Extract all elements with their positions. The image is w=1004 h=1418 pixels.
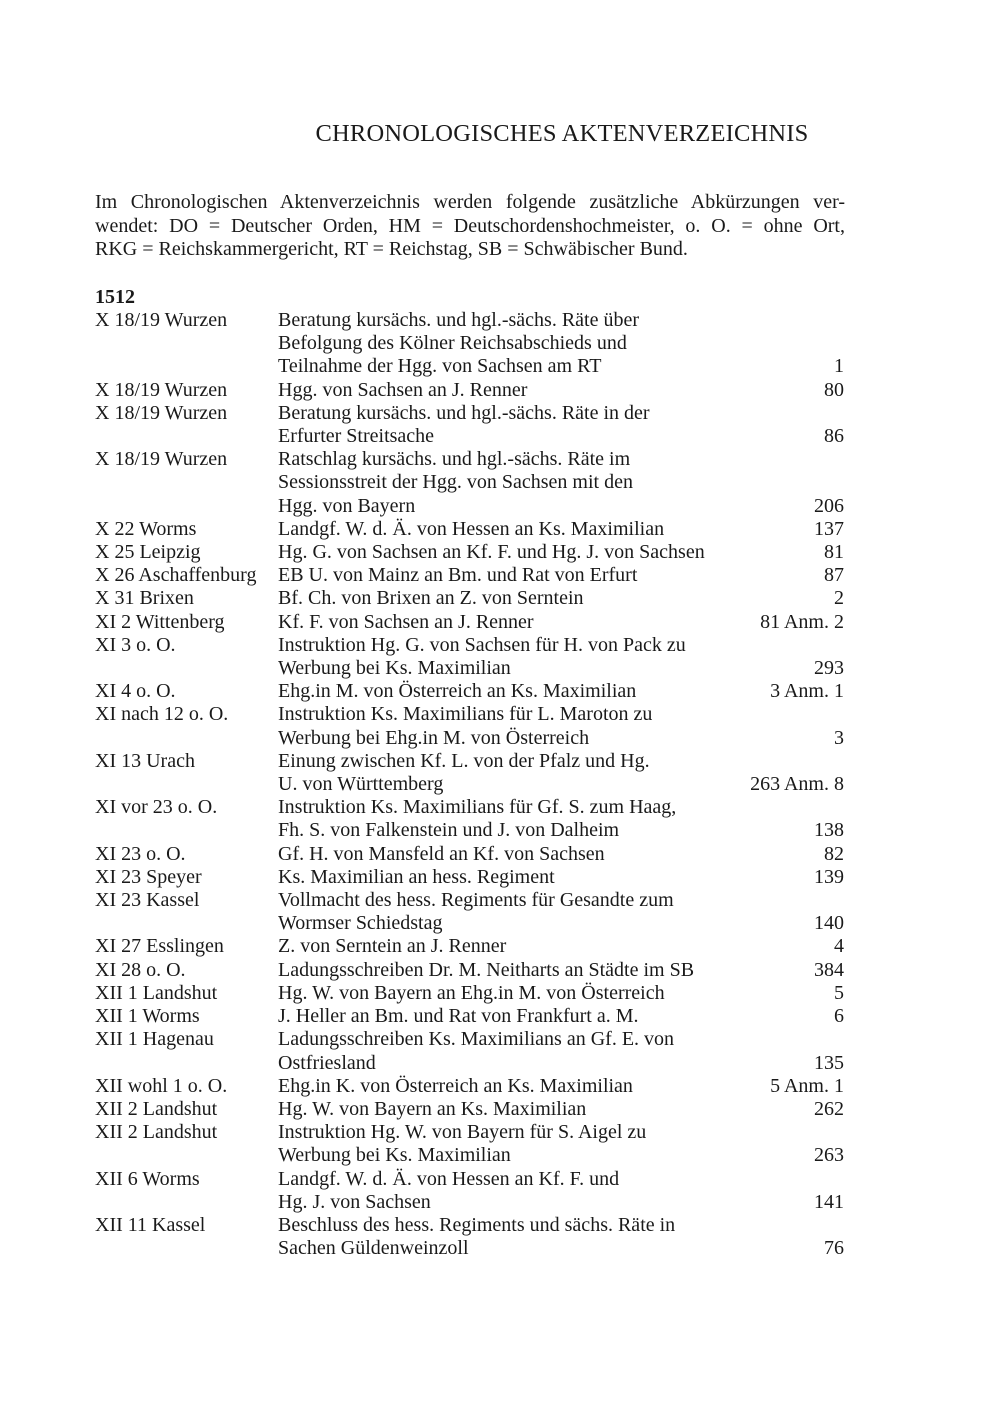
entry-number: 6 [834,1005,844,1028]
intro-paragraph [95,191,845,262]
list-item [95,611,844,634]
entry-description-line: Bf. Ch. von Brixen an Z. von Serntein [278,587,584,610]
entry-description [278,866,734,889]
entry-description-line: Ostfriesland [278,1051,376,1074]
intro-line: wendet: DO = Deutscher Orden, HM = Deutschordenshochmeister, o. O. = ohne Ort, [95,214,845,237]
list-item [95,935,844,958]
entry-description-line: Hg. W. von Bayern an Ks. Maximilian [278,1097,587,1120]
list-item [95,703,844,749]
entry-description [278,889,734,935]
entry-description [278,1214,734,1260]
entry-date: XII 1 Hagenau [95,1028,214,1051]
entry-description-line: Ratschlag kursächs. und hgl.-sächs. Räte im [278,448,631,471]
entry-date: XI 23 Speyer [95,865,202,888]
entry-description-line: Ehg.in M. von Österreich an Ks. Maximilian [278,680,637,703]
entry-description-line: J. Heller an Bm. und Rat von Frankfurt a. M. [278,1005,639,1028]
entry-description [278,564,734,587]
list-item [95,1121,844,1167]
entry-description-line: Beschluss des hess. Regiments und sächs. Räte in [278,1213,676,1236]
entry-number: 86 [824,425,844,448]
entry-number: 5 [834,981,844,1004]
entry-date: XI 23 o. O. [95,842,186,865]
entry-number: 81 [824,541,844,564]
entry-description [278,402,734,448]
entry-description-line: Ks. Maximilian an hess. Regiment [278,865,555,888]
list-item [95,843,844,866]
entry-description-line: Beratung kursächs. und hgl.-sächs. Räte in der [278,401,650,424]
entry-number: 137 [814,517,844,540]
list-item [95,448,844,518]
entry-date: X 18/19 Wurzen [95,401,228,424]
entry-description [278,1168,734,1214]
entry-description-line: Hgg. von Bayern [278,494,416,517]
entry-number: 1 [834,355,844,378]
entry-number: 3 [834,726,844,749]
entry-description-line: Z. von Serntein an J. Renner [278,935,507,958]
entry-date: XI vor 23 o. O. [95,796,218,819]
entry-number: 384 [814,958,844,981]
intro-line: Im Chronologischen Aktenverzeichnis werden folgende zusätzliche Abkürzungen ver- [95,191,845,213]
entry-date: XI 23 Kassel [95,889,200,912]
entry-description-line: Instruktion Ks. Maximilians für Gf. S. zum Haag, [278,796,677,819]
entry-number: 5 Anm. 1 [770,1074,844,1097]
entry-description-line: Vollmacht des hess. Regiments für Gesandte zum [278,889,674,912]
list-item [95,796,844,842]
list-item [95,1028,844,1074]
entry-description-line: U. von Württemberg [278,773,444,796]
list-item [95,1214,844,1260]
entry-description [278,1098,734,1121]
entry-number: 135 [814,1051,844,1074]
entry-date: XII 1 Landshut [95,981,218,1004]
entry-description [278,634,734,680]
entry-date: X 22 Worms [95,517,197,540]
entry-description [278,1005,734,1028]
entry-date: X 18/19 Wurzen [95,378,228,401]
entry-description-line: Werbung bei Ehg.in M. von Österreich [278,726,590,749]
list-item [95,680,844,703]
entry-description [278,379,734,402]
entry-description-line: Sachen Güldenweinzoll [278,1237,469,1260]
list-item [95,402,844,448]
entry-date: XII 1 Worms [95,1005,200,1028]
entry-description-line: Ladungsschreiben Dr. M. Neitharts an Städte im SB [278,958,695,981]
list-item [95,959,844,982]
entry-description [278,982,734,1005]
entry-description [278,959,734,982]
list-item [95,889,844,935]
entry-date: XII 6 Worms [95,1167,200,1190]
entry-description-line: Teilnahme der Hgg. von Sachsen am RT [278,355,602,378]
entry-description-line: Kf. F. von Sachsen an J. Renner [278,610,534,633]
entry-number: 2 [834,587,844,610]
entry-number: 87 [824,564,844,587]
entry-description [278,750,734,796]
list-item [95,541,844,564]
entry-date: XI 2 Wittenberg [95,610,225,633]
entry-description [278,703,734,749]
entry-date: XI 4 o. O. [95,680,176,703]
list-item [95,564,844,587]
entry-description-line: Werbung bei Ks. Maximilian [278,1144,511,1167]
entry-number: 139 [814,865,844,888]
list-item [95,750,844,796]
entry-number: 3 Anm. 1 [770,680,844,703]
entry-description-line: Befolgung des Kölner Reichsabschieds und [278,332,627,355]
entry-description [278,309,734,379]
list-item [95,1005,844,1028]
entry-description-line: Hg. W. von Bayern an Ehg.in M. von Österreich [278,981,665,1004]
entry-date: XII 2 Landshut [95,1097,218,1120]
entry-date: XI 28 o. O. [95,958,186,981]
entry-date: X 26 Aschaffenburg [95,564,257,587]
entry-date: X 18/19 Wurzen [95,448,228,471]
entry-number: 138 [814,819,844,842]
entry-description-line: Beratung kursächs. und hgl.-sächs. Räte über [278,309,640,331]
list-item [95,982,844,1005]
list-item [95,379,844,402]
entry-description [278,1028,734,1074]
entry-description-line: Sessionsstreit der Hgg. von Sachsen mit den [278,471,633,494]
list-item [95,1098,844,1121]
entry-number: 263 Anm. 8 [750,773,844,796]
entry-date: XI 13 Urach [95,749,195,772]
entry-description-line: Gf. H. von Mansfeld an Kf. von Sachsen [278,842,605,865]
entry-number: 140 [814,912,844,935]
entry-date: X 25 Leipzig [95,541,201,564]
entry-number: 141 [814,1190,844,1213]
entry-description [278,935,734,958]
entry-description-line: Landgf. W. d. Ä. von Hessen an Ks. Maximilian [278,517,665,540]
page-title: CHRONOLOGISCHES AKTENVERZEICHNIS [315,120,809,147]
entry-description-line: Instruktion Ks. Maximilians für L. Maroton zu [278,703,653,726]
list-item [95,634,844,680]
entry-number: 82 [824,842,844,865]
list-item [95,309,844,379]
entry-description-line: Hg. J. von Sachsen [278,1190,431,1213]
entry-description-line: Einung zwischen Kf. L. von der Pfalz und Hg. [278,749,650,772]
entry-number: 80 [824,378,844,401]
entry-date: X 18/19 Wurzen [95,309,228,331]
list-item [95,1168,844,1214]
entry-date: XI 27 Esslingen [95,935,224,958]
entry-description [278,843,734,866]
entry-number: 262 [814,1097,844,1120]
entry-description [278,1075,734,1098]
entry-description [278,541,734,564]
entry-date: XII 2 Landshut [95,1121,218,1144]
entry-date: X 31 Brixen [95,587,194,610]
entry-description-line: Ladungsschreiben Ks. Maximilians an Gf. E. von [278,1028,675,1051]
entry-description-line: EB U. von Mainz an Bm. und Rat von Erfurt [278,564,638,587]
year-heading: 1512 [95,286,135,308]
entry-description [278,680,734,703]
entry-date: XII 11 Kassel [95,1213,206,1236]
entry-description-line: Landgf. W. d. Ä. von Hessen an Kf. F. und [278,1167,620,1190]
entry-description-line: Erfurter Streitsache [278,425,435,448]
list-item [95,587,844,610]
list-item [95,1075,844,1098]
entry-number: 293 [814,657,844,680]
entry-description-line: Fh. S. von Falkenstein und J. von Dalheim [278,819,620,842]
entry-date: XII wohl 1 o. O. [95,1074,228,1097]
entry-number: 263 [814,1144,844,1167]
list-item [95,518,844,541]
entry-description-line: Werbung bei Ks. Maximilian [278,657,511,680]
entry-description [278,448,734,518]
entry-description-line: Hgg. von Sachsen an J. Renner [278,378,528,401]
intro-line: RKG = Reichskammergericht, RT = Reichstag, SB = Schwäbischer Bund. [95,238,688,260]
entry-description-line: Hg. G. von Sachsen an Kf. F. und Hg. J. von Sachsen [278,541,705,564]
entry-description [278,796,734,842]
entry-description [278,587,734,610]
entry-description [278,611,734,634]
entry-description [278,518,734,541]
entry-number: 4 [834,935,844,958]
entry-description-line: Instruktion Hg. W. von Bayern für S. Aigel zu [278,1121,647,1144]
entry-date: XI 3 o. O. [95,633,176,656]
entry-number: 206 [814,494,844,517]
entry-description-line: Ehg.in K. von Österreich an Ks. Maximilian [278,1074,633,1097]
entry-description [278,1121,734,1167]
entry-list [95,309,844,1260]
entry-description-line: Wormser Schiedstag [278,912,443,935]
entry-date: XI nach 12 o. O. [95,703,229,726]
list-item [95,866,844,889]
entry-number: 81 Anm. 2 [760,610,844,633]
entry-description-line: Instruktion Hg. G. von Sachsen für H. von Pack zu [278,633,686,656]
entry-number: 76 [824,1237,844,1260]
